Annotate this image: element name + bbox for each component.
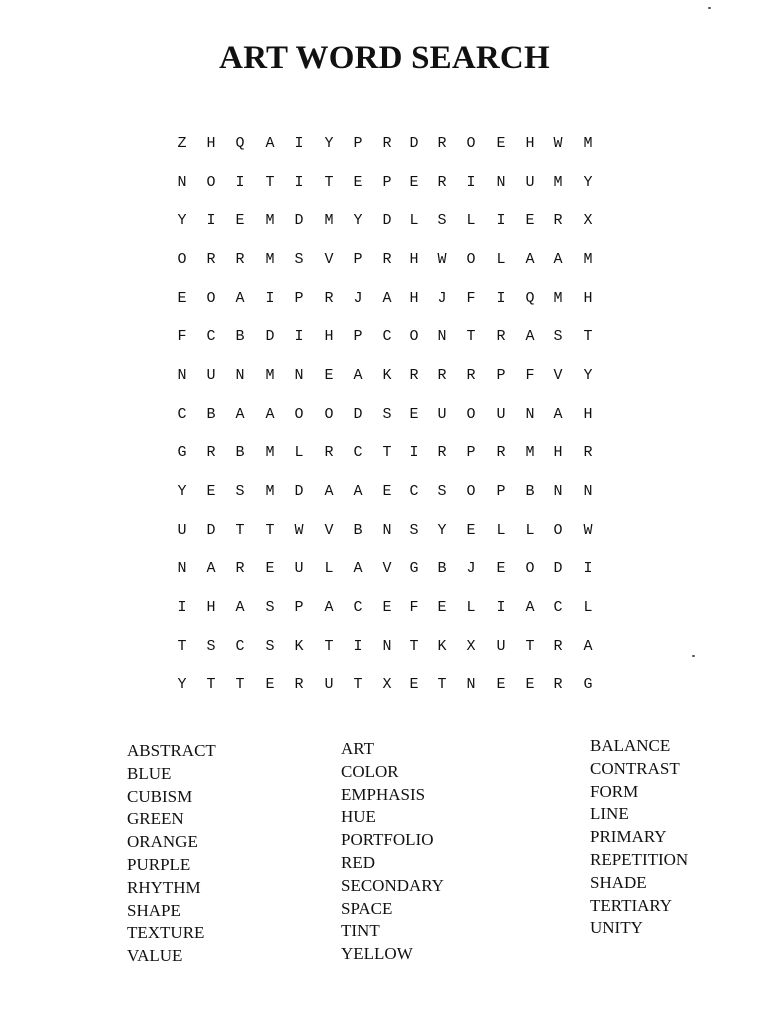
grid-letter: W (437, 251, 447, 268)
grid-letter: H (206, 135, 216, 152)
word-list-item: CUBISM (127, 786, 193, 806)
grid-letter: E (235, 212, 245, 229)
grid-letter: T (525, 638, 535, 655)
grid-letter: T (409, 638, 419, 655)
grid-letter: R (466, 367, 476, 384)
grid-letter: M (265, 483, 275, 500)
grid-letter: S (409, 522, 419, 539)
grid-letter: X (466, 638, 476, 655)
grid-letter: V (382, 560, 392, 577)
grid-letter: M (583, 135, 593, 152)
grid-letter: I (583, 560, 593, 577)
grid-letter: H (525, 135, 535, 152)
grid-letter: R (553, 212, 563, 229)
grid-letter: L (324, 560, 334, 577)
grid-letter: B (525, 483, 535, 500)
grid-letter: S (265, 638, 275, 655)
grid-letter: E (382, 483, 392, 500)
grid-letter: A (525, 251, 535, 268)
grid-letter: C (553, 599, 563, 616)
grid-letter: C (382, 328, 392, 345)
grid-letter: B (353, 522, 363, 539)
word-list-item: BLUE (127, 763, 172, 783)
grid-letter: I (294, 135, 304, 152)
word-list-item: YELLOW (341, 944, 413, 964)
grid-letter: T (466, 328, 476, 345)
grid-letter: Y (324, 135, 334, 152)
grid-letter: A (353, 560, 363, 577)
grid-letter: P (353, 251, 363, 268)
grid-letter: Q (525, 290, 535, 307)
grid-letter: S (437, 212, 447, 229)
grid-letter: A (382, 290, 392, 307)
grid-letter: E (206, 483, 216, 500)
grid-letter: A (553, 406, 563, 423)
word-list-item: PRIMARY (590, 827, 667, 847)
grid-letter: V (553, 367, 563, 384)
grid-letter: N (437, 328, 447, 345)
grid-letter: D (382, 212, 392, 229)
grid-letter: T (177, 638, 187, 655)
grid-letter: O (177, 251, 187, 268)
grid-letter: L (496, 251, 506, 268)
grid-letter: R (324, 444, 334, 461)
grid-letter: C (353, 599, 363, 616)
grid-letter: P (353, 328, 363, 345)
grid-letter: N (177, 367, 187, 384)
grid-letter: A (265, 406, 275, 423)
grid-letter: T (235, 676, 245, 693)
letter-grid (168, 132, 608, 702)
grid-letter: I (353, 638, 363, 655)
word-list-item: EMPHASIS (341, 784, 426, 804)
grid-letter: I (265, 290, 275, 307)
grid-letter: A (525, 328, 535, 345)
word-list-item: SHADE (590, 872, 647, 892)
word-list-item: REPETITION (590, 849, 689, 869)
grid-letter: H (409, 251, 419, 268)
grid-letter: S (553, 328, 563, 345)
grid-letter: R (553, 638, 563, 655)
grid-letter: T (353, 676, 363, 693)
grid-letter: P (353, 135, 363, 152)
grid-letter: R (496, 444, 506, 461)
grid-letter: O (525, 560, 535, 577)
grid-letter: I (409, 444, 419, 461)
word-list-item: COLOR (341, 761, 399, 781)
grid-letter: E (525, 212, 535, 229)
grid-letter: R (496, 328, 506, 345)
grid-letter: M (583, 251, 593, 268)
word-list-item: SHAPE (127, 900, 181, 920)
grid-letter: U (496, 406, 506, 423)
grid-letter: N (177, 174, 187, 191)
grid-letter: Y (177, 212, 187, 229)
grid-letter: R (382, 135, 392, 152)
word-list-item: ART (341, 739, 374, 758)
grid-letter: H (324, 328, 334, 345)
grid-letter: D (409, 135, 419, 152)
word-list-item: RED (341, 852, 375, 872)
grid-letter: L (583, 599, 593, 616)
grid-letter: E (382, 599, 392, 616)
grid-letter: N (466, 676, 476, 693)
grid-letter: U (437, 406, 447, 423)
grid-letter: M (525, 444, 535, 461)
grid-letter: U (177, 522, 187, 539)
grid-letter: O (206, 290, 216, 307)
grid-letter: Y (353, 212, 363, 229)
grid-letter: A (206, 560, 216, 577)
grid-letter: S (235, 483, 245, 500)
grid-letter: L (496, 522, 506, 539)
grid-letter: C (235, 638, 245, 655)
word-list-item: PURPLE (127, 854, 191, 874)
grid-letter: N (553, 483, 563, 500)
grid-letter: P (496, 367, 506, 384)
grid-letter: I (177, 599, 187, 616)
grid-letter: U (206, 367, 216, 384)
grid-letter: U (294, 560, 304, 577)
grid-letter: I (294, 328, 304, 345)
grid-letter: B (235, 328, 245, 345)
grid-letter: O (466, 483, 476, 500)
grid-letter: S (294, 251, 304, 268)
grid-letter: O (324, 406, 334, 423)
grid-letter: O (466, 135, 476, 152)
grid-letter: N (382, 522, 392, 539)
grid-letter: R (437, 135, 447, 152)
grid-letter: Y (583, 174, 593, 191)
grid-letter: A (235, 406, 245, 423)
grid-letter: H (409, 290, 419, 307)
word-list-item: HUE (341, 807, 376, 827)
grid-letter: O (466, 251, 476, 268)
grid-letter: I (496, 212, 506, 229)
grid-letter: A (235, 290, 245, 307)
scan-speck (708, 7, 711, 9)
grid-letter: C (206, 328, 216, 345)
grid-letter: N (294, 367, 304, 384)
word-list-column-3 (590, 735, 688, 940)
grid-letter: Z (177, 135, 187, 152)
grid-letter: B (437, 560, 447, 577)
grid-letter: Y (583, 367, 593, 384)
grid-letter: A (235, 599, 245, 616)
grid-letter: G (583, 676, 593, 693)
grid-letter: I (294, 174, 304, 191)
grid-letter: U (525, 174, 535, 191)
scan-speck (692, 655, 695, 657)
grid-letter: T (265, 522, 275, 539)
word-list-column-2 (341, 738, 444, 966)
grid-letter: F (409, 599, 419, 616)
grid-letter: E (265, 560, 275, 577)
grid-letter: L (466, 212, 476, 229)
grid-letter: D (265, 328, 275, 345)
word-list-column-1 (127, 740, 216, 968)
word-list-item: RHYTHM (127, 877, 201, 897)
word-list-item: BALANCE (590, 736, 671, 755)
grid-letter: X (583, 212, 593, 229)
grid-letter: T (265, 174, 275, 191)
grid-letter: S (437, 483, 447, 500)
grid-letter: N (177, 560, 187, 577)
grid-letter: T (382, 444, 392, 461)
grid-letter: E (525, 676, 535, 693)
grid-letter: N (235, 367, 245, 384)
grid-letter: E (496, 676, 506, 693)
grid-letter: R (235, 251, 245, 268)
grid-letter: D (553, 560, 563, 577)
grid-letter: R (409, 367, 419, 384)
grid-letter: K (437, 638, 447, 655)
grid-letter: R (437, 174, 447, 191)
word-list-item: VALUE (127, 946, 183, 966)
grid-letter: R (294, 676, 304, 693)
grid-letter: M (324, 212, 334, 229)
grid-letter: F (525, 367, 535, 384)
grid-letter: R (324, 290, 334, 307)
grid-letter: I (496, 599, 506, 616)
grid-letter: T (324, 638, 334, 655)
grid-letter: S (382, 406, 392, 423)
grid-letter: R (553, 676, 563, 693)
word-list-item: FORM (590, 781, 639, 801)
grid-letter: O (294, 406, 304, 423)
grid-letter: I (496, 290, 506, 307)
grid-letter: U (324, 676, 334, 693)
grid-letter: V (324, 251, 334, 268)
grid-letter: P (496, 483, 506, 500)
grid-letter: I (206, 212, 216, 229)
grid-letter: N (496, 174, 506, 191)
grid-letter: E (265, 676, 275, 693)
grid-letter: R (437, 367, 447, 384)
word-list-item: GREEN (127, 809, 184, 829)
grid-letter: R (437, 444, 447, 461)
word-list-item: SPACE (341, 898, 393, 918)
grid-letter: E (409, 406, 419, 423)
word-list-item: SECONDARY (341, 875, 444, 895)
grid-letter: Y (177, 676, 187, 693)
grid-letter: M (553, 174, 563, 191)
grid-letter: A (353, 367, 363, 384)
grid-letter: S (265, 599, 275, 616)
grid-letter: T (437, 676, 447, 693)
grid-letter: D (206, 522, 216, 539)
grid-letter: T (206, 676, 216, 693)
grid-letter: O (466, 406, 476, 423)
grid-letter: Y (437, 522, 447, 539)
grid-letter: E (496, 135, 506, 152)
grid-letter: Y (177, 483, 187, 500)
grid-letter: M (553, 290, 563, 307)
grid-letter: G (409, 560, 419, 577)
grid-letter: L (466, 599, 476, 616)
grid-letter: O (206, 174, 216, 191)
grid-letter: C (409, 483, 419, 500)
grid-letter: D (294, 483, 304, 500)
grid-letter: T (583, 328, 593, 345)
grid-letter: B (206, 406, 216, 423)
grid-letter: L (294, 444, 304, 461)
grid-letter: E (496, 560, 506, 577)
grid-letter: A (324, 483, 334, 500)
grid-letter: M (265, 367, 275, 384)
grid-letter: F (177, 328, 187, 345)
grid-letter: K (294, 638, 304, 655)
page-title: ART WORD SEARCH (219, 40, 550, 76)
grid-letter: C (353, 444, 363, 461)
grid-letter: A (583, 638, 593, 655)
grid-letter: P (294, 599, 304, 616)
word-list-item: LINE (590, 804, 629, 824)
grid-letter: M (265, 212, 275, 229)
grid-letter: I (235, 174, 245, 191)
grid-letter: X (382, 676, 392, 693)
grid-letter: E (466, 522, 476, 539)
grid-letter: T (235, 522, 245, 539)
grid-letter: B (235, 444, 245, 461)
word-list-item: UNITY (590, 918, 643, 938)
grid-letter: P (466, 444, 476, 461)
word-list-item: TERTIARY (590, 895, 673, 915)
grid-letter: G (177, 444, 187, 461)
grid-letter: M (265, 251, 275, 268)
grid-letter: E (409, 676, 419, 693)
grid-letter: R (235, 560, 245, 577)
grid-letter: H (553, 444, 563, 461)
grid-letter: N (382, 638, 392, 655)
grid-letter: T (324, 174, 334, 191)
grid-letter: E (437, 599, 447, 616)
grid-letter: R (583, 444, 593, 461)
grid-letter: R (206, 444, 216, 461)
grid-letter: D (294, 212, 304, 229)
grid-letter: P (294, 290, 304, 307)
word-list-item: ABSTRACT (127, 741, 216, 760)
grid-letter: H (583, 290, 593, 307)
grid-letter: C (177, 406, 187, 423)
grid-letter: U (496, 638, 506, 655)
grid-letter: A (265, 135, 275, 152)
grid-letter: W (583, 522, 593, 539)
grid-letter: R (206, 251, 216, 268)
grid-letter: F (466, 290, 476, 307)
grid-letter: O (553, 522, 563, 539)
grid-letter: I (466, 174, 476, 191)
grid-letter: J (353, 290, 363, 307)
grid-letter: J (466, 560, 476, 577)
grid-letter: R (382, 251, 392, 268)
word-list-item: ORANGE (127, 832, 198, 852)
grid-letter: S (206, 638, 216, 655)
word-list-item: TINT (341, 921, 380, 941)
grid-letter: K (382, 367, 392, 384)
grid-letter: W (553, 135, 563, 152)
word-list-item: PORTFOLIO (341, 830, 434, 850)
grid-letter: L (525, 522, 535, 539)
grid-letter: J (437, 290, 447, 307)
word-list-item: CONTRAST (590, 758, 680, 778)
grid-letter: E (409, 174, 419, 191)
grid-letter: L (409, 212, 419, 229)
word-list-item: TEXTURE (127, 923, 205, 943)
grid-letter: A (353, 483, 363, 500)
grid-letter: E (324, 367, 334, 384)
grid-letter: A (324, 599, 334, 616)
grid-letter: H (583, 406, 593, 423)
grid-letter: D (353, 406, 363, 423)
grid-letter: E (353, 174, 363, 191)
grid-letter: N (525, 406, 535, 423)
grid-letter: N (583, 483, 593, 500)
grid-letter: A (525, 599, 535, 616)
grid-letter: H (206, 599, 216, 616)
grid-letter: E (177, 290, 187, 307)
grid-letter: P (382, 174, 392, 191)
grid-letter: M (265, 444, 275, 461)
grid-letter: W (294, 522, 304, 539)
grid-letter: A (553, 251, 563, 268)
grid-letter: Q (235, 135, 245, 152)
grid-letter: V (324, 522, 334, 539)
grid-letter: O (409, 328, 419, 345)
